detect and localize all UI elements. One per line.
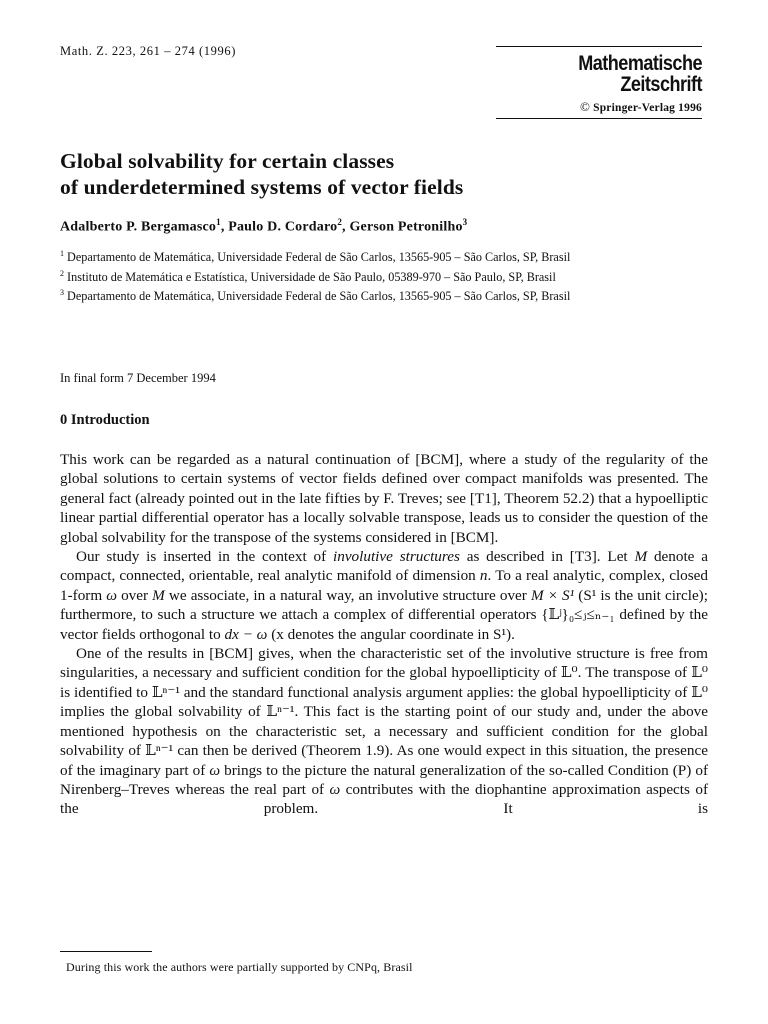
affiliation-mark: 1: [60, 249, 64, 258]
paragraph-2: Our study is inserted in the context of involutive structures as described in [T3]. Let M denote a compact, connected, orientable, real analytic manifold of dimension n. To a real analytic, complex, closed 1-form ω over M we associate, in a natural way, an involutive structure over M × S¹ (S¹ is the unit circle); furthermore, to such a structure we attach a complex of differential operators {𝕃ʲ}₀≤ⱼ≤ₙ₋₁ defined by the vector fields orthogonal to dx − ω (x denotes the angular coordinate in S¹).: [60, 548, 709, 643]
paper-title: [60, 148, 700, 200]
affiliation-mark: 3: [60, 288, 64, 298]
emphasis-term: involutive structures: [333, 548, 460, 566]
author-name: Paulo D. Cordaro: [228, 219, 338, 235]
author-name: Gerson Petronilho: [349, 219, 463, 235]
author-list: Adalberto P. Bergamasco$^1$, Paulo D. Cordaro$^2$, Gerson Petronilho$^3$: [60, 217, 468, 235]
author-name: Adalberto P. Bergamasco: [60, 219, 217, 235]
footnote-rule: [60, 951, 152, 952]
affiliation-text: Departamento de Matemática, Universidade Federal de São Carlos, 13565-905 – São Carlos, SP, Brasil: [67, 289, 571, 304]
affiliation: [60, 246, 705, 266]
journal-logo-line1: Mathematische: [578, 52, 702, 75]
affiliation-text: Departamento de Matemática, Universidade Federal de São Carlos, 13565-905 – São Carlos, SP, Brasil: [67, 250, 571, 265]
journal-logo: [525, 53, 702, 95]
section-number: 0: [60, 412, 68, 428]
received-date: In final form 7 December 1994: [60, 371, 216, 385]
masthead-bottom-rule: [496, 118, 702, 119]
masthead-top-rule: [496, 46, 702, 47]
affiliation-list: [60, 246, 705, 305]
author-mark: 1: [216, 217, 221, 227]
author-mark: 3: [462, 217, 468, 227]
section-heading: [60, 412, 150, 429]
copyright-icon: ©: [579, 99, 591, 114]
paragraph-1: This work can be regarded as a natural continuation of [BCM], where a study of the regularity of the global solutions to certain systems of vector fields defined over compact manifolds was presented. The general fact (already pointed out in the late fifties by F. Treves; see [T1], Theorem 52.2) that a hypoelliptic linear partial differential operator has a locally solvable transpose, leads us to consider the question of the global solvability for the transpose of the systems considered in [BCM].: [60, 451, 708, 546]
title-line-1: Global solvability for certain classes: [60, 149, 395, 173]
section-title: Introduction: [70, 412, 150, 428]
author-mark: 2: [337, 217, 343, 227]
affiliation: [60, 285, 705, 305]
footnote: During this work the authors were partially supported by CNPq, Brasil: [66, 960, 413, 974]
publisher-line: [496, 99, 702, 115]
paragraph-3: One of the results in [BCM] gives, when the characteristic set of the involutive structure is free from singularities, a necessary and sufficient condition for the global hypoellipticity of 𝕃⁰. The transpose of 𝕃⁰ is identified to 𝕃ⁿ⁻¹ and the standard functional analysis argument applies: the global hypoellipticity of 𝕃⁰ implies the global solvability of 𝕃ⁿ⁻¹. This fact is the starting point of our study and, under the above mentioned hypothesis on the characteristic set, a necessary and sufficient condition for the global solvability of 𝕃ⁿ⁻¹ can then be derived (Theorem 1.9). As one would expect in this situation, the presence of the imaginary part of ω brings to the picture the natural generalization of the so-called Condition (P) of Nirenberg–Treves whereas the real part of ω contributes with the diophantine approximation aspects of the problem. It is: [60, 645, 709, 818]
title-line-2: of underdetermined systems of vector fields: [60, 175, 464, 199]
journal-citation: Math. Z. 223, 261 – 274 (1996): [60, 44, 236, 58]
affiliation: [60, 266, 705, 286]
journal-logo-line2: Zeitschrift: [620, 73, 702, 96]
affiliation-mark: 2: [60, 268, 64, 278]
body-text: [60, 450, 708, 819]
publisher-name: Springer-Verlag 1996: [593, 102, 702, 114]
affiliation-text: Instituto de Matemática e Estatística, Universidade de São Paulo, 05389-970 – São Paulo, SP, Brasil: [67, 269, 556, 284]
journal-masthead: [496, 46, 702, 119]
